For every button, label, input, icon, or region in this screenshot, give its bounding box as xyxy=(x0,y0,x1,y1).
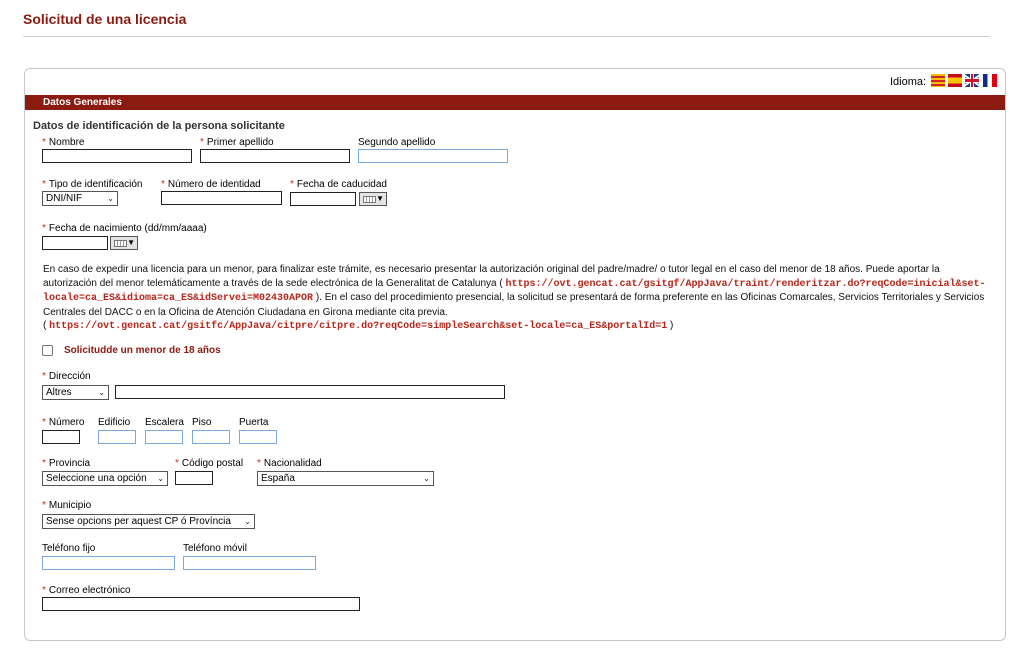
language-label: Idioma: xyxy=(890,76,927,88)
municipio-label: * Municipio xyxy=(42,500,92,511)
subsection-title: Datos de identificación de la persona solicitante xyxy=(33,120,285,132)
nombre-label: * Nombre xyxy=(42,137,85,148)
edificio-label: Edificio xyxy=(98,417,131,428)
calendar-icon[interactable]: ▼ xyxy=(110,236,138,250)
edificio-input[interactable] xyxy=(98,430,136,444)
catalan-flag-icon[interactable] xyxy=(931,74,945,87)
primer-apellido-label: * Primer apellido xyxy=(200,137,274,148)
numero-input[interactable] xyxy=(42,430,80,444)
chevron-down-icon: ⌄ xyxy=(423,474,430,483)
fecha-nacimiento-input[interactable] xyxy=(42,236,108,250)
piso-label: Piso xyxy=(192,417,212,428)
nombre-input[interactable] xyxy=(42,149,192,163)
minor-authorization-info: En caso de expedir una licencia para un menor, para finalizar este trámite, es necesario presentar la autorización original del padre/madre/ o tutor legal en el caso del menor de 18 años. Puede aportar la autorización del menor telemáticamente a través de la sede electrónica de la Generalitat de Catalunya ( https://ovt.gencat.cat/gsitgf/AppJava/traint/renderitzar.do?reqCode=inicial&set-locale=ca_ES&idioma=ca_ES&idServei=M02430APOR ). En el caso del procedimiento presencial, la solicitud se presentará de forma preferente en las Oficinas Comarcales, Servicios Territoriales y Servicios Centrales del DACC o en la Oficina de Atención Ciudadana en Girona mediante cita previa. ( https://ovt.gencat.cat/gsitfc/AppJava/citpre/citpre.do?reqCode=simpleSearch&set-locale=ca_ES&portalId=1 ) xyxy=(43,264,986,333)
minor-checkbox[interactable] xyxy=(42,345,53,356)
provincia-label: * Provincia xyxy=(42,458,91,469)
title-divider xyxy=(23,36,990,37)
provincia-select[interactable]: Seleccione una opción ⌄ xyxy=(42,471,168,486)
chevron-down-icon: ⌄ xyxy=(107,194,114,203)
escalera-input[interactable] xyxy=(145,430,183,444)
chevron-down-icon: ⌄ xyxy=(98,388,105,397)
nacionalidad-select[interactable]: España ⌄ xyxy=(257,471,434,486)
cita-previa-link[interactable]: https://ovt.gencat.cat/gsitfc/AppJava/citpre/citpre.do?reqCode=simpleSearch&set-locale=ca_ES&portalId=1 xyxy=(49,321,668,333)
sede-electronica-link[interactable]: https://ovt.gencat.cat/gsitgf/AppJava/traint/renderitzar.do?reqCode=inicial&set-locale=ca_ES&idioma=ca_ES&idServei=M02430APOR xyxy=(43,278,986,305)
telefono-movil-input[interactable] xyxy=(183,556,316,570)
english-flag-icon[interactable] xyxy=(965,74,979,87)
calendar-icon[interactable]: ▼ xyxy=(359,192,387,206)
numero-identidad-label: * Número de identidad xyxy=(161,179,261,190)
minor-checkbox-label: Solicitudde un menor de 18 años xyxy=(64,345,221,356)
fecha-caducidad-input[interactable] xyxy=(290,192,356,206)
puerta-input[interactable] xyxy=(239,430,277,444)
municipio-select[interactable]: Sense opcions per aquest CP ó Província ⌄ xyxy=(42,514,255,529)
nacionalidad-label: * Nacionalidad xyxy=(257,458,322,469)
telefono-fijo-input[interactable] xyxy=(42,556,175,570)
direccion-input[interactable] xyxy=(115,385,505,399)
codigo-postal-input[interactable] xyxy=(175,471,213,485)
primer-apellido-input[interactable] xyxy=(200,149,350,163)
chevron-down-icon: ⌄ xyxy=(244,517,251,526)
telefono-movil-label: Teléfono móvil xyxy=(183,543,247,554)
tipo-identificacion-label: * Tipo de identificación xyxy=(42,179,143,190)
fecha-caducidad-label: * Fecha de caducidad xyxy=(290,179,387,190)
segundo-apellido-label: Segundo apellido xyxy=(358,137,436,148)
section-header-bar xyxy=(25,95,1005,110)
telefono-fijo-label: Teléfono fijo xyxy=(42,543,96,554)
correo-input[interactable] xyxy=(42,597,360,611)
correo-label: * Correo electrónico xyxy=(42,585,131,596)
codigo-postal-label: * Código postal xyxy=(175,458,244,469)
french-flag-icon[interactable] xyxy=(983,74,997,87)
numero-label: * Número xyxy=(42,417,85,428)
direccion-label: * Dirección xyxy=(42,371,91,382)
segundo-apellido-input[interactable] xyxy=(358,149,508,163)
page-title: Solicitud de una licencia xyxy=(23,11,187,27)
spanish-flag-icon[interactable] xyxy=(948,74,962,87)
piso-input[interactable] xyxy=(192,430,230,444)
puerta-label: Puerta xyxy=(239,417,269,428)
escalera-label: Escalera xyxy=(145,417,184,428)
fecha-nacimiento-label: * Fecha de nacimiento (dd/mm/aaaa) xyxy=(42,223,207,234)
direccion-type-select[interactable]: Altres ⌄ xyxy=(42,385,109,400)
section-title: Datos Generales xyxy=(43,97,122,108)
numero-identidad-input[interactable] xyxy=(161,191,282,205)
tipo-identificacion-select[interactable]: DNI/NIF ⌄ xyxy=(42,191,118,206)
chevron-down-icon: ⌄ xyxy=(157,474,164,483)
